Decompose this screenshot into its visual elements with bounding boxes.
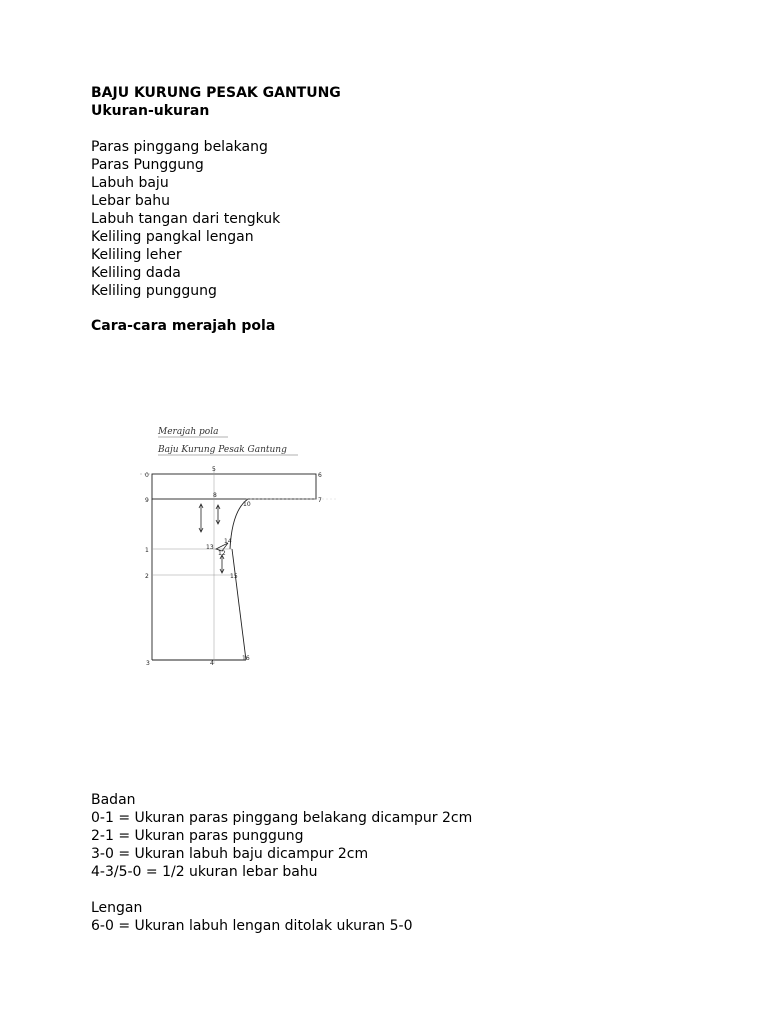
point-label-3: 3 [146,660,150,667]
badan-rule: 3-0 = Ukuran labuh baju dicampur 2cm [91,846,369,862]
point-label-12: 12 [218,550,226,557]
measurement-item: Keliling pangkal lengan [91,229,254,245]
point-label-5: 5 [212,466,216,473]
measurement-item: Labuh baju [91,175,169,191]
measurement-item: Labuh tangan dari tengkuk [91,211,281,227]
point-label-4: 4 [210,660,214,667]
point-label-8: 8 [213,492,217,499]
point-label-1: 1 [145,547,149,554]
measurement-item: Lebar bahu [91,193,171,209]
point-label-16: 16 [242,655,250,662]
measurement-item: Keliling dada [91,265,181,281]
point-label-2: 2 [145,573,149,580]
point-label-13: 13 [206,544,214,551]
point-label-10: 10 [243,501,251,508]
point-label-0: 0 [145,472,149,479]
lengan-rule: 6-0 = Ukuran labuh lengan ditolak ukuran 5-0 [91,918,413,934]
figure-caption-line1: Merajah pola [158,427,219,437]
section-heading-lengan: Lengan [91,900,143,916]
measurement-item: Keliling leher [91,247,182,263]
point-label-14: 14 [224,538,232,545]
section-heading-measurements: Ukuran-ukuran [91,103,210,119]
badan-rule: 4-3/5-0 = 1/2 ukuran lebar bahu [91,864,318,880]
section-heading-badan: Badan [91,792,136,808]
document-title: BAJU KURUNG PESAK GANTUNG [91,85,341,101]
point-label-15: 15 [230,573,238,580]
point-label-9: 9 [145,497,149,504]
figure-caption-line2: Baju Kurung Pesak Gantung [158,445,287,455]
point-label-7: 7 [318,497,322,504]
measurement-item: Paras pinggang belakang [91,139,268,155]
point-label-6: 6 [318,472,322,479]
badan-rule: 2-1 = Ukuran paras punggung [91,828,304,844]
badan-rule: 0-1 = Ukuran paras pinggang belakang dicampur 2cm [91,810,473,826]
measurement-item: Keliling punggung [91,283,217,299]
pattern-drawing [136,410,376,690]
pattern-drawing-svg [136,410,376,690]
measurement-item: Paras Punggung [91,157,204,173]
section-heading-drafting: Cara-cara merajah pola [91,318,276,334]
